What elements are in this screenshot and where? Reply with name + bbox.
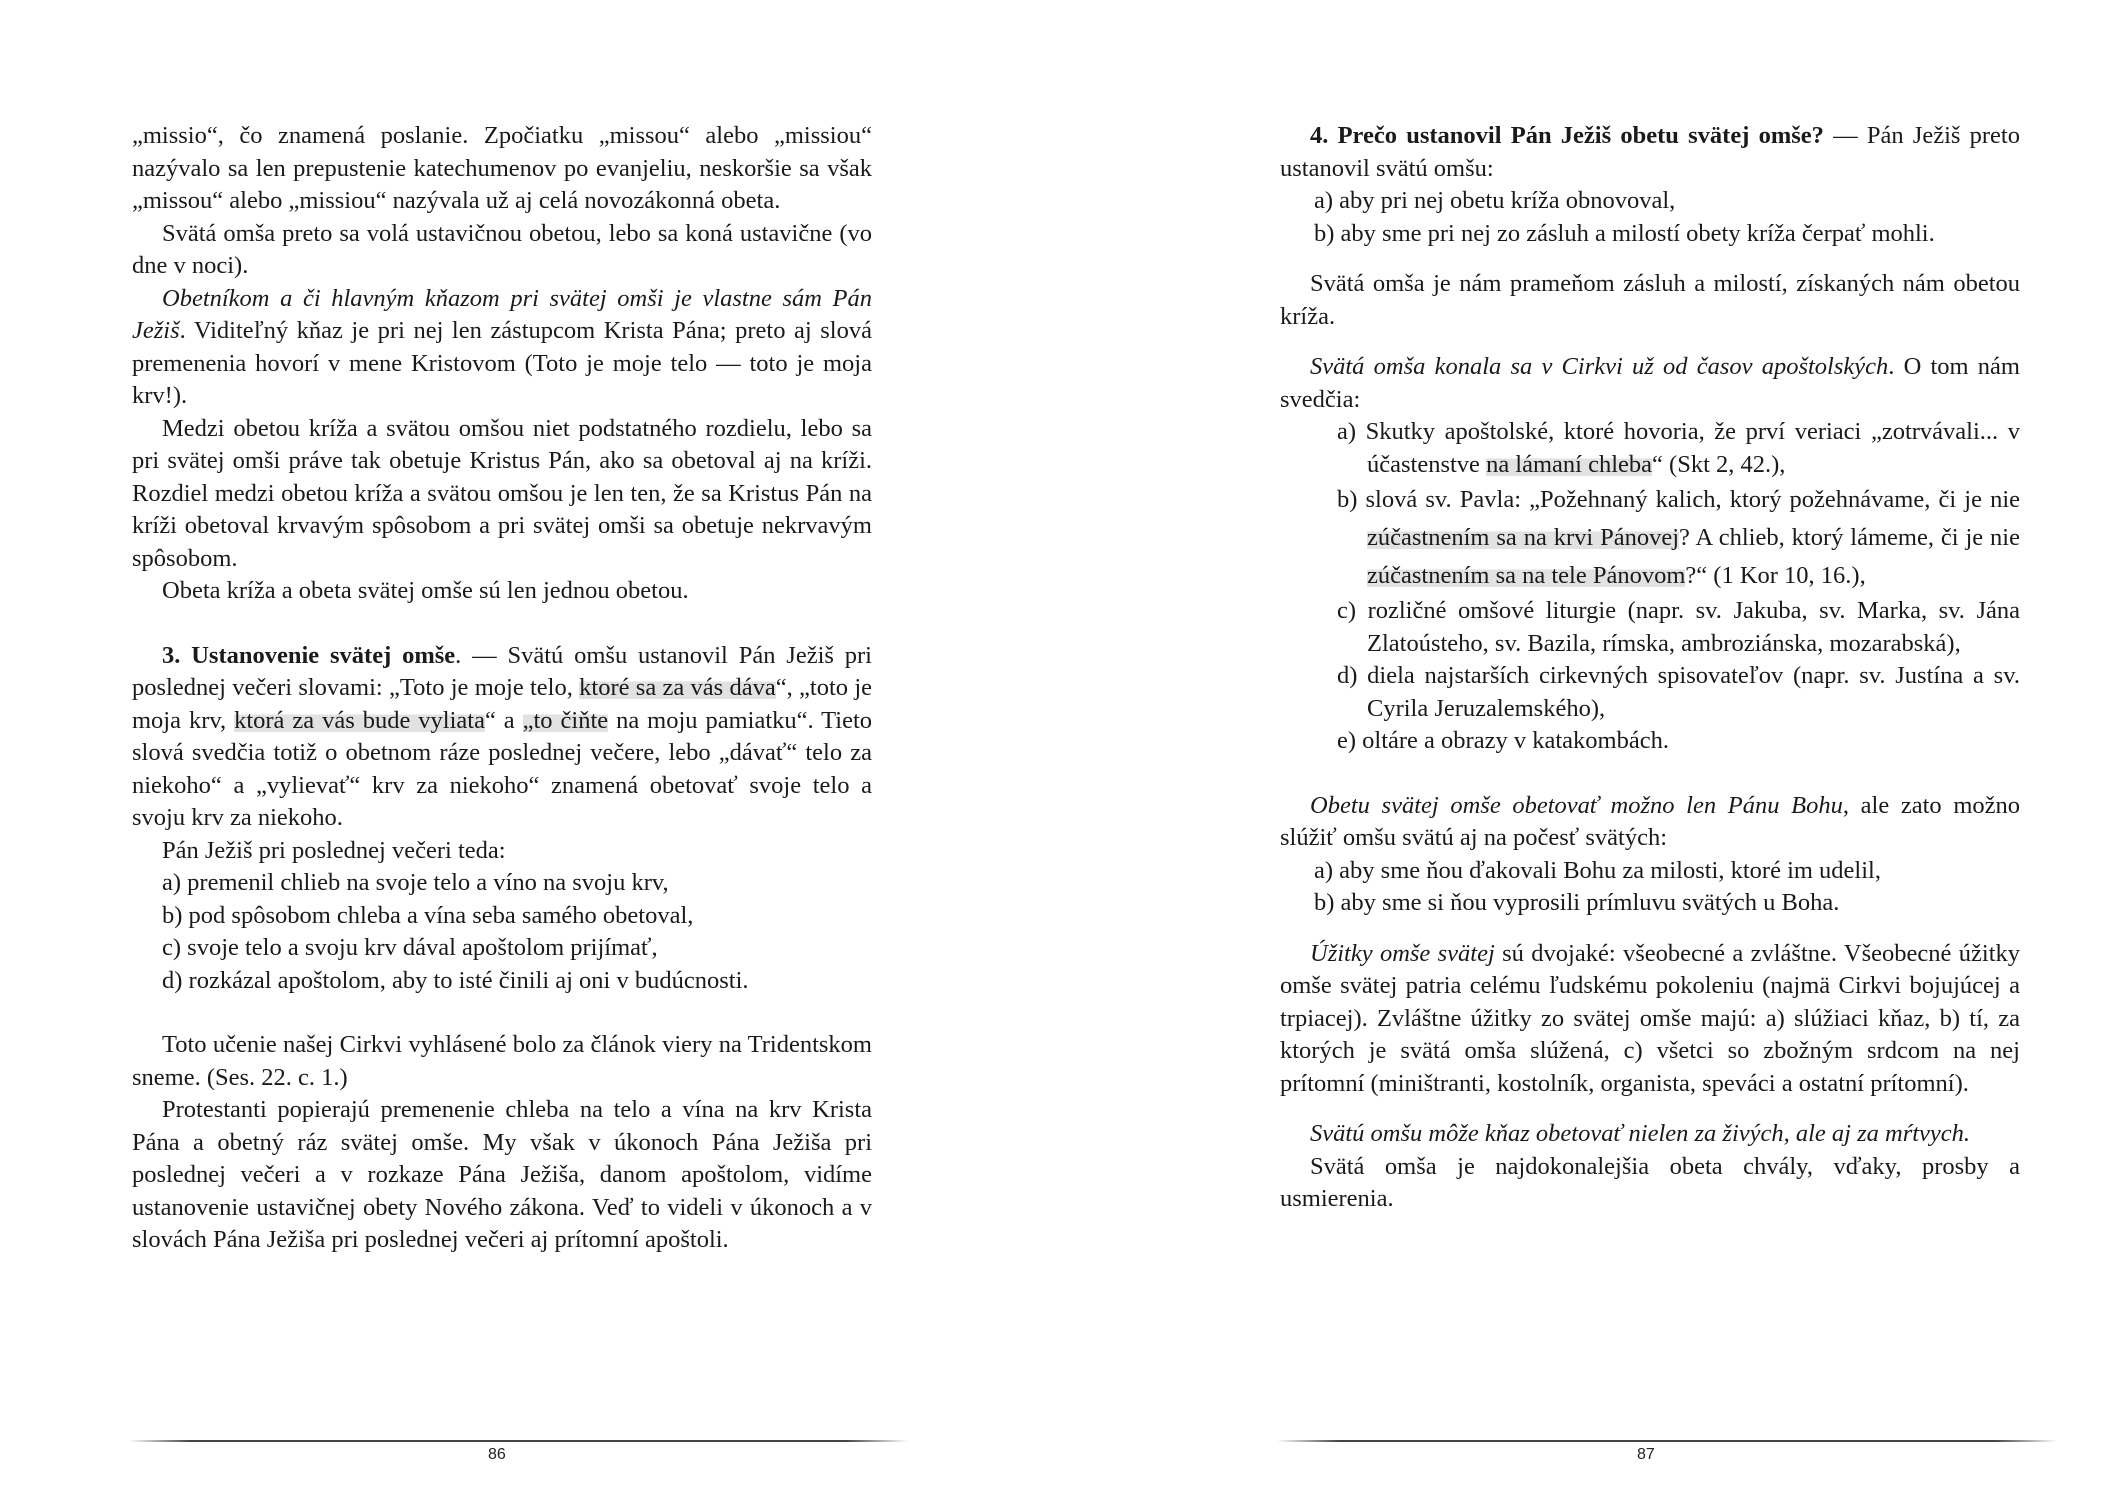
page-number: 87 [1637, 1446, 1655, 1463]
witness-list [1280, 416, 2020, 758]
highlight-krvi-panovej: zúčastnením sa na krvi Pánovej [1367, 524, 1680, 551]
section-3-paragraph [132, 640, 872, 835]
paragraph-posledna-vecera: Pán Ježiš pri poslednej večeri teda: [162, 836, 506, 864]
footer-divider [1277, 1440, 2057, 1442]
list-item: b) aby sme si ňou vyprosili prímluvu svätých u Boha. [1314, 889, 1840, 916]
text-obetnik-rest: . Viditeľný kňaz je pri nej len zástupcom Krista Pána; preto aj slová premenenia hovorí v mene Kristovom (Toto je moje telo — toto je moja krv!). [132, 317, 872, 409]
paragraph-uzitky [1280, 938, 2020, 1101]
paragraph-pocest-svatych [1280, 790, 2020, 855]
saints-list [1280, 855, 2020, 920]
highlight-lamani-chleba: na lámaní chleba [1486, 450, 1653, 478]
italic-uzitky: Úžitky omše svätej [1310, 939, 1495, 967]
list-item: d) diela najstarších cirkevných spisovateľov (napr. sv. Justína a sv. Cyrila Jeruzalemského), [1337, 662, 2020, 722]
highlight-tele-panovom: zúčastnením sa na tele Pánovom [1367, 562, 1686, 589]
paragraph-rozdiel: Medzi obetou kríža a svätou omšou niet podstatného rozdielu, lebo sa pri svätej omši práve tak obetuje Kristus Pán, ako sa obetoval aj na kríži. Rozdiel medzi obetou kríža a svätou omšou je len ten, že sa Kristus Pán na kríži obetoval krvavým spôsobom a pri svätej omši sa obetuje nekrvavým spôsobom. [132, 414, 872, 572]
s4-list [1280, 185, 2020, 250]
paragraph-tridentsky-snem: Toto učenie našej Cirkvi vyhlásené bolo za článok viery na Tridentskom sneme. (Ses. 22. c. 1.) [132, 1031, 872, 1091]
footer-divider [128, 1440, 908, 1442]
s3-highlight-3: „to čiňte [522, 706, 609, 734]
list-item: e) oltáre a obrazy v katakombách. [1337, 727, 1669, 754]
text-uzitky-rest: sú dvojaké: všeobecné a zvláštne. Všeobecné úžitky omše svätej patria celému ľudskému pokoleniu (najmä Cirkvi bojujúcej a trpiacej). Zvláštne úžitky zo svätej omše majú: a) slúžiaci kňaz, b) tí, za ktorých je svätá omša slúžená, c) všetci so zbožným srdcom na nej prítomní (miništranti, kostolník, organista, speváci a ostatní prítomní). [1280, 939, 2020, 1097]
italic-zivych-mrtvych: Svätú omšu môže kňaz obetovať nielen za živých, ale aj za mŕtvych. [1310, 1120, 1971, 1147]
text-apostolske-rest: . O tom nám svedčia: [1280, 353, 2020, 413]
s3-text-2: “, „toto je moja krv, [132, 674, 873, 734]
s3-highlight-2: ktorá za vás bude vyliata [234, 706, 485, 734]
paragraph-missio: „missio“, čo znamená poslanie. Zpočiatku „missou“ alebo „missiou“ nazývalo sa len prepustenie katechumenov po evanjeliu, neskoršie sa však „missou“ alebo „missiou“ nazývala už aj celá novozákonná obeta. [132, 122, 872, 214]
list-item: d) rozkázal apoštolom, aby to isté činili aj oni v budúcnosti. [162, 966, 749, 994]
paragraph-obetnik [132, 283, 872, 413]
list-item: b) slová sv. Pavla: „Požehnaný kalich, ktorý požehnávame, či je nie zúčastnením sa na krvi Pánovej? A chlieb, ktorý lámeme, či je nie zúčastnením sa na tele Pánovom?“ (1 Kor 10, 16.), [1337, 486, 2020, 589]
left-page [132, 120, 872, 1257]
s3-text-4: na moju pamiatku“. Tieto slová svedčia totiž o obetnom ráze poslednej večere, lebo „dávať“ telo za niekoho“ a „vylievať“ krv za niekoho“ znamená obetovať svoje telo a svoju krv za niekoho. [132, 706, 872, 831]
s3-text-1: . — Svätú omšu ustanovil Pán Ježiš pri poslednej večeri slovami: „Toto je moje telo, [132, 641, 872, 701]
paragraph-zivych-mrtvych [1280, 1118, 2020, 1151]
page-number: 86 [488, 1446, 506, 1463]
list-item: a) aby sme ňou ďakovali Bohu za milosti, ktoré im udelil, [1314, 856, 1881, 884]
italic-pocest: Obetu svätej omše obetovať možno len Pánu Bohu [1310, 791, 1843, 819]
italic-obetnik: Obetníkom a či hlavným kňazom pri svätej omši je vlastne sám Pán Ježiš [132, 284, 872, 344]
right-page [1280, 120, 2020, 1216]
paragraph-jedna-obeta: Obeta kríža a obeta svätej omše sú len jednou obetou. [162, 577, 689, 604]
list-item: a) Skutky apoštolské, ktoré hovoria, že prví veriaci „zotrvávali... v účastenstve na lámaní chleba“ (Skt 2, 42.), [1337, 418, 2020, 478]
section-4-paragraph [1280, 120, 2020, 185]
s3-text-3: “ a [484, 706, 523, 734]
list-item: b) pod spôsobom chleba a vína seba samého obetoval, [162, 901, 694, 929]
paragraph-ustavicna-obeta: Svätá omša preto sa volá ustavičnou obetou, lebo sa koná ustavične (vo dne v noci). [132, 219, 872, 279]
s4-text-rest: — Pán Ježiš preto ustanovil svätú omšu: [1280, 122, 2020, 182]
list-item: a) premenil chlieb na svoje telo a víno na svoju krv, [162, 869, 669, 896]
list-item: c) rozličné omšové liturgie (napr. sv. Jakuba, sv. Marka, sv. Jána Zlatoústeho, sv. Bazila, rímska, ambroziánska, mozarabská), [1337, 597, 2020, 657]
paragraph-najdokonalejsia: Svätá omša je najdokonalejšia obeta chvály, vďaky, prosby a usmierenia. [1280, 1152, 2020, 1212]
list-item: a) aby pri nej obetu kríža obnovoval, [1314, 187, 1676, 214]
text-pocest-rest: , ale zato možno slúžiť omšu svätú aj na počesť svätých: [1280, 791, 2021, 851]
s3-highlight-1: ktoré sa za vás dáva [579, 674, 776, 701]
section-4-heading: 4. Prečo ustanovil Pán Ježiš obetu svätej omše? [1310, 122, 1824, 149]
list-item: b) aby sme pri nej zo zásluh a milostí obety kríža čerpať mohli. [1314, 219, 1935, 247]
vecera-list [132, 867, 872, 997]
section-3-heading: 3. Ustanovenie svätej omše [162, 641, 456, 669]
list-item: c) svoje telo a svoju krv dával apoštolom prijímať, [162, 934, 658, 961]
paragraph-pramen-zasluh: Svätá omša je nám prameňom zásluh a milostí, získaných nám obetou kríža. [1280, 270, 2020, 330]
paragraph-od-casov-apostolskych [1280, 351, 2020, 416]
italic-apostolske-casy: Svätá omša konala sa v Cirkvi už od časov apoštolských [1310, 353, 1889, 380]
paragraph-protestanti: Protestanti popierajú premenenie chleba na telo a vína na krv Krista Pána a obetný ráz svätej omše. My však v úkonoch Pána Ježiša pri poslednej večeri a v rozkaze Pána Ježiša, danom apoštolom, vidíme ustanovenie ustavičnej obety Nového zákona. Veď to videli v úkonoch a v slovách Pána Ježiša pri poslednej večeri aj prítomní apoštoli. [132, 1096, 872, 1253]
